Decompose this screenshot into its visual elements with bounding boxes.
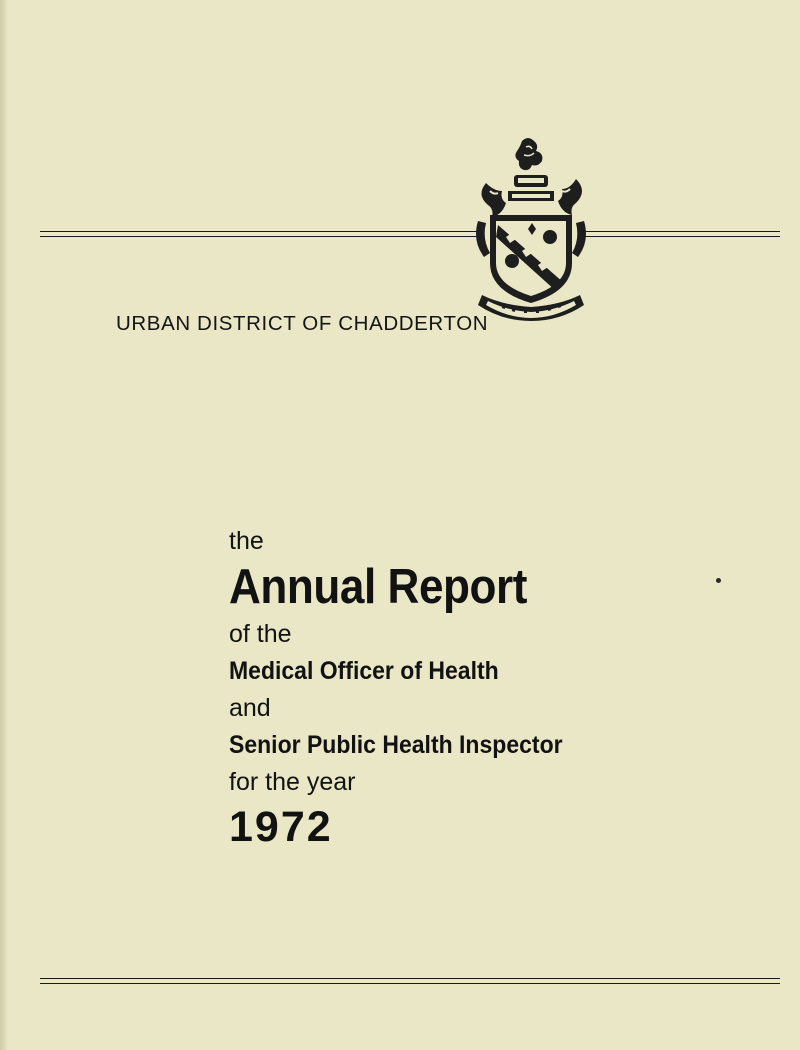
title-annual-report: Annual Report	[229, 560, 527, 614]
top-rule-left-1	[40, 231, 478, 232]
top-rule-right-1	[584, 231, 780, 232]
title-the: the	[229, 527, 264, 555]
title-and: and	[229, 694, 271, 722]
ink-speck	[716, 578, 721, 583]
title-for-the-year: for the year	[229, 768, 356, 796]
title-year: 1972	[229, 803, 333, 851]
title-of-the: of the	[229, 620, 292, 648]
coat-of-arms-icon	[472, 133, 590, 328]
title-inspector: Senior Public Health Inspector	[229, 731, 563, 759]
report-title-block	[229, 524, 592, 853]
bottom-rule-2	[40, 983, 780, 984]
district-name: URBAN DISTRICT OF CHADDERTON	[116, 312, 489, 335]
top-rule-left-2	[40, 236, 478, 237]
bottom-rule-1	[40, 978, 780, 979]
cover-spine	[0, 0, 7, 1050]
title-medical-officer: Medical Officer of Health	[229, 657, 499, 685]
top-rule-right-2	[584, 236, 780, 237]
